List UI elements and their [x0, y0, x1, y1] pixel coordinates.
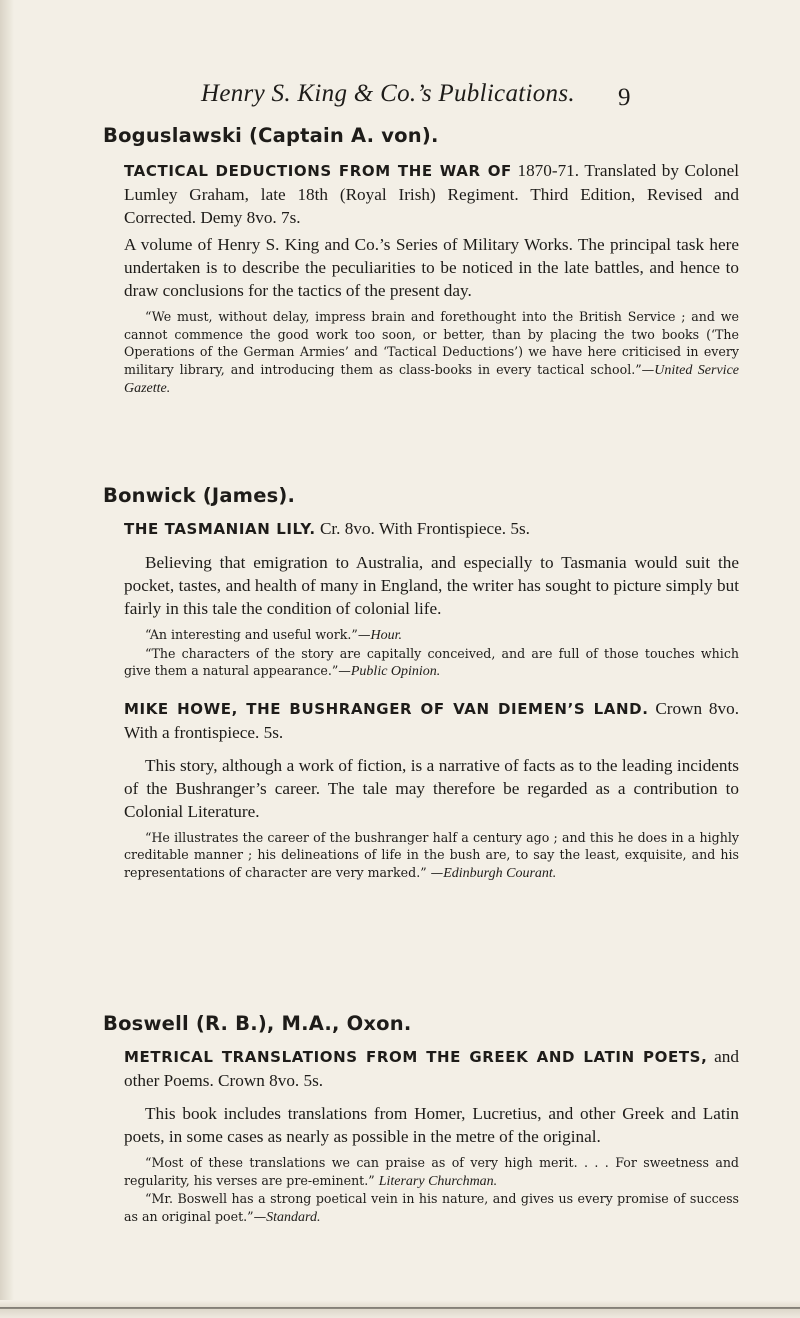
entry-bonwick	[103, 484, 739, 882]
book-title: THE TASMANIAN LILY.	[124, 520, 316, 538]
book-entry	[103, 1045, 739, 1226]
book-details: 1870-71. Translated by Colonel Lumley Graham, late 18th (Royal Irish) Regiment. Third Edition, Revised and Corrected. Demy 8vo. 7s.	[124, 161, 739, 227]
book-description: This story, although a work of fiction, is a narrative of facts as to the leading incidents of the Bushranger’s career. The tale may therefore be regarded as a contribution to Colonial Literature.	[124, 755, 739, 821]
book-description: A volume of Henry S. King and Co.’s Series of Military Works. The principal task here undertaken is to describe the peculiarities to be noticed in the late battles, and hence to draw conclusions for the tactics of the present day.	[124, 235, 739, 300]
author-heading: Boguslawski (Captain A. von).	[103, 124, 439, 147]
page-bottom-edge	[0, 1300, 800, 1318]
review-source: Standard.	[266, 1209, 321, 1225]
review-quote	[124, 829, 739, 883]
book-title-line	[124, 159, 739, 229]
page-number: 9	[618, 84, 631, 111]
running-head	[103, 74, 739, 114]
review-source: Hour.	[370, 628, 402, 643]
book-entry	[103, 159, 739, 398]
entry-boswell	[103, 1012, 739, 1226]
page-gutter-shadow	[0, 0, 14, 1318]
book-page	[103, 74, 740, 1225]
review-quote	[124, 626, 739, 645]
book-title-line	[124, 1045, 739, 1092]
book-details: and other Poems. Crown 8vo. 5s.	[124, 1047, 739, 1090]
review-source: Literary Churchman.	[378, 1173, 498, 1189]
book-description: This book includes translations from Homer, Lucretius, and other Greek and Latin poets, in some cases as nearly as possible in the metre of the original.	[124, 1104, 739, 1146]
book-title-line	[124, 517, 739, 541]
review-text: “Mr. Boswell has a strong poetical vein in his nature, and gives us every promise of success as an original poet.”—	[124, 1191, 739, 1224]
book-title: MIKE HOWE, THE BUSHRANGER OF VAN DIEMEN’S LAND.	[124, 699, 649, 718]
author-heading: Bonwick (James).	[103, 484, 296, 507]
book-title: TACTICAL DEDUCTIONS FROM THE WAR OF	[124, 162, 512, 180]
review-text: “He illustrates the career of the bushranger half a century ago ; and this he does in a highly creditable manner ; his delineations of life in the bush are, to say the least, exquisite, and his representations of character are very marked.” —	[124, 829, 739, 880]
book-details: Cr. 8vo. With Frontispiece. 5s.	[315, 519, 530, 538]
book-details: Crown 8vo. With a frontispiece. 5s.	[124, 698, 739, 742]
review-text: “An interesting and useful work.”—	[145, 627, 371, 642]
book-title: METRICAL TRANSLATIONS FROM THE GREEK AND LATIN POETS,	[124, 1048, 708, 1066]
review-quote	[124, 645, 739, 681]
review-text: “The characters of the story are capitally conceived, and are full of those touches which give them a natural appearance.”—	[124, 645, 739, 678]
review-source: Edinburgh Courant.	[443, 865, 557, 881]
book-title-line	[124, 697, 739, 744]
review-source: Public Opinion.	[350, 664, 441, 679]
entry-boguslawski	[103, 124, 739, 398]
running-title: Henry S. King & Co.’s Publications.	[201, 80, 575, 107]
review-quote	[124, 308, 739, 398]
author-heading: Boswell (R. B.), M.A., Oxon.	[103, 1012, 412, 1035]
review-source: United Service Gazette.	[124, 362, 740, 396]
review-text: “We must, without delay, impress brain and forethought into the British Service ; and we cannot commence the good work too soon, or better, than by placing the two books (‘The Operations of the German Armies’ and ‘Tactical Deductions’) we have here criticised in every military library, and introducing them as class-books in every tactical school.”—	[124, 309, 739, 377]
review-quote	[124, 1190, 739, 1226]
review-text: “Most of these translations we can praise as of very high merit. . . . For sweetness and regularity, his verses are pre-eminent.”	[124, 1155, 739, 1188]
book-description: Believing that emigration to Australia, and especially to Tasmania would suit the pocket, tastes, and health of many in England, the writer has sought to picture simply but fairly in this tale the condition of colonial life.	[124, 553, 739, 618]
review-quote	[124, 1154, 739, 1190]
book-entry	[103, 517, 739, 882]
